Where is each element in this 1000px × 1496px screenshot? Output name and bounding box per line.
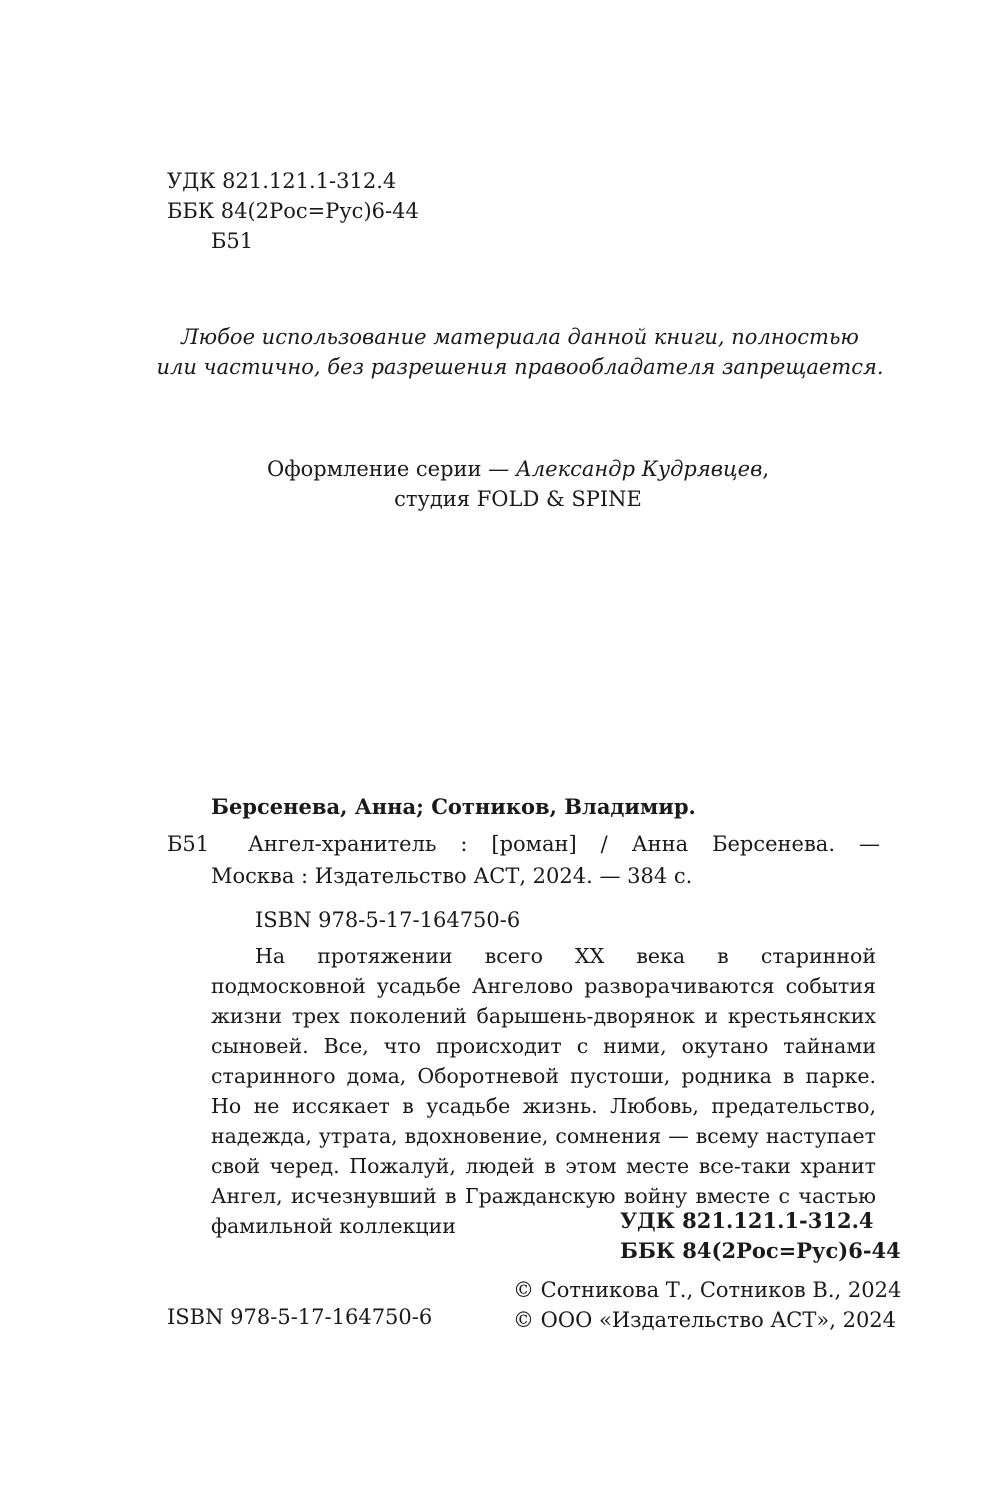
design-studio: студия FOLD & SPINE <box>394 487 642 511</box>
title-part: / <box>600 832 608 856</box>
title-part: Ангел-хранитель <box>248 832 437 856</box>
design-prefix: Оформление серии — <box>266 457 516 481</box>
title-part: — <box>858 832 880 856</box>
header-author-mark: Б51 <box>211 229 254 253</box>
title-part: [роман] <box>491 832 577 856</box>
designer-name: Александр Кудрявцев <box>515 457 763 481</box>
classification-bbk: ББК 84(2Рос=Рус)6-44 <box>620 1238 901 1263</box>
title-part: : <box>460 832 468 856</box>
title-part: Анна <box>631 832 689 856</box>
title-part: Берсенева. <box>712 832 835 856</box>
catalog-title-line <box>248 829 880 859</box>
copyright-publisher: © ООО «Издательство АСТ», 2024 <box>513 1308 897 1332</box>
catalog-author-mark: Б51 <box>167 832 210 856</box>
copyright-notice-line-1: Любое использование материала данной книги, полностью <box>181 325 859 349</box>
catalog-publication: Москва : Издательство АСТ, 2024. — 384 с. <box>211 864 693 888</box>
series-design-credit <box>0 454 1000 484</box>
copyright-notice-line-2: или частично, без разрешения правообладателя запрещается. <box>156 355 884 379</box>
design-suffix: , <box>762 457 769 481</box>
copyright-authors: © Сотникова Т., Сотников В., 2024 <box>513 1278 902 1302</box>
book-abstract: На протяжении всего XX века в старинной подмосковной усадьбе Ангелово разворачиваются события жизни трех поколений барышень-дворянок и крестьянских сыновей. Все, что происходит с ними, окутано тайнами старинного дома, Оборотневой пустоши, родника в парке. Но не иссякает в усадьбе жизнь. Любовь, предательство, надежда, утрата, вдохновение, сомнения — всему наступает свой черед. Пожалуй, людей в этом месте все-таки хранит Ангел, исчезнувший в Гражданскую войну вместе с частью фамильной коллекции <box>211 944 876 1238</box>
footer-isbn: ISBN 978-5-17-164750-6 <box>167 1305 433 1329</box>
classification-udk: УДК 821.121.1-312.4 <box>620 1208 874 1233</box>
header-udk: УДК 821.121.1-312.4 <box>167 169 397 193</box>
catalog-authors: Берсенева, Анна; Сотников, Владимир. <box>211 794 696 819</box>
catalog-isbn: ISBN 978-5-17-164750-6 <box>255 908 521 932</box>
header-bbk: ББК 84(2Рос=Рус)6-44 <box>167 199 419 223</box>
